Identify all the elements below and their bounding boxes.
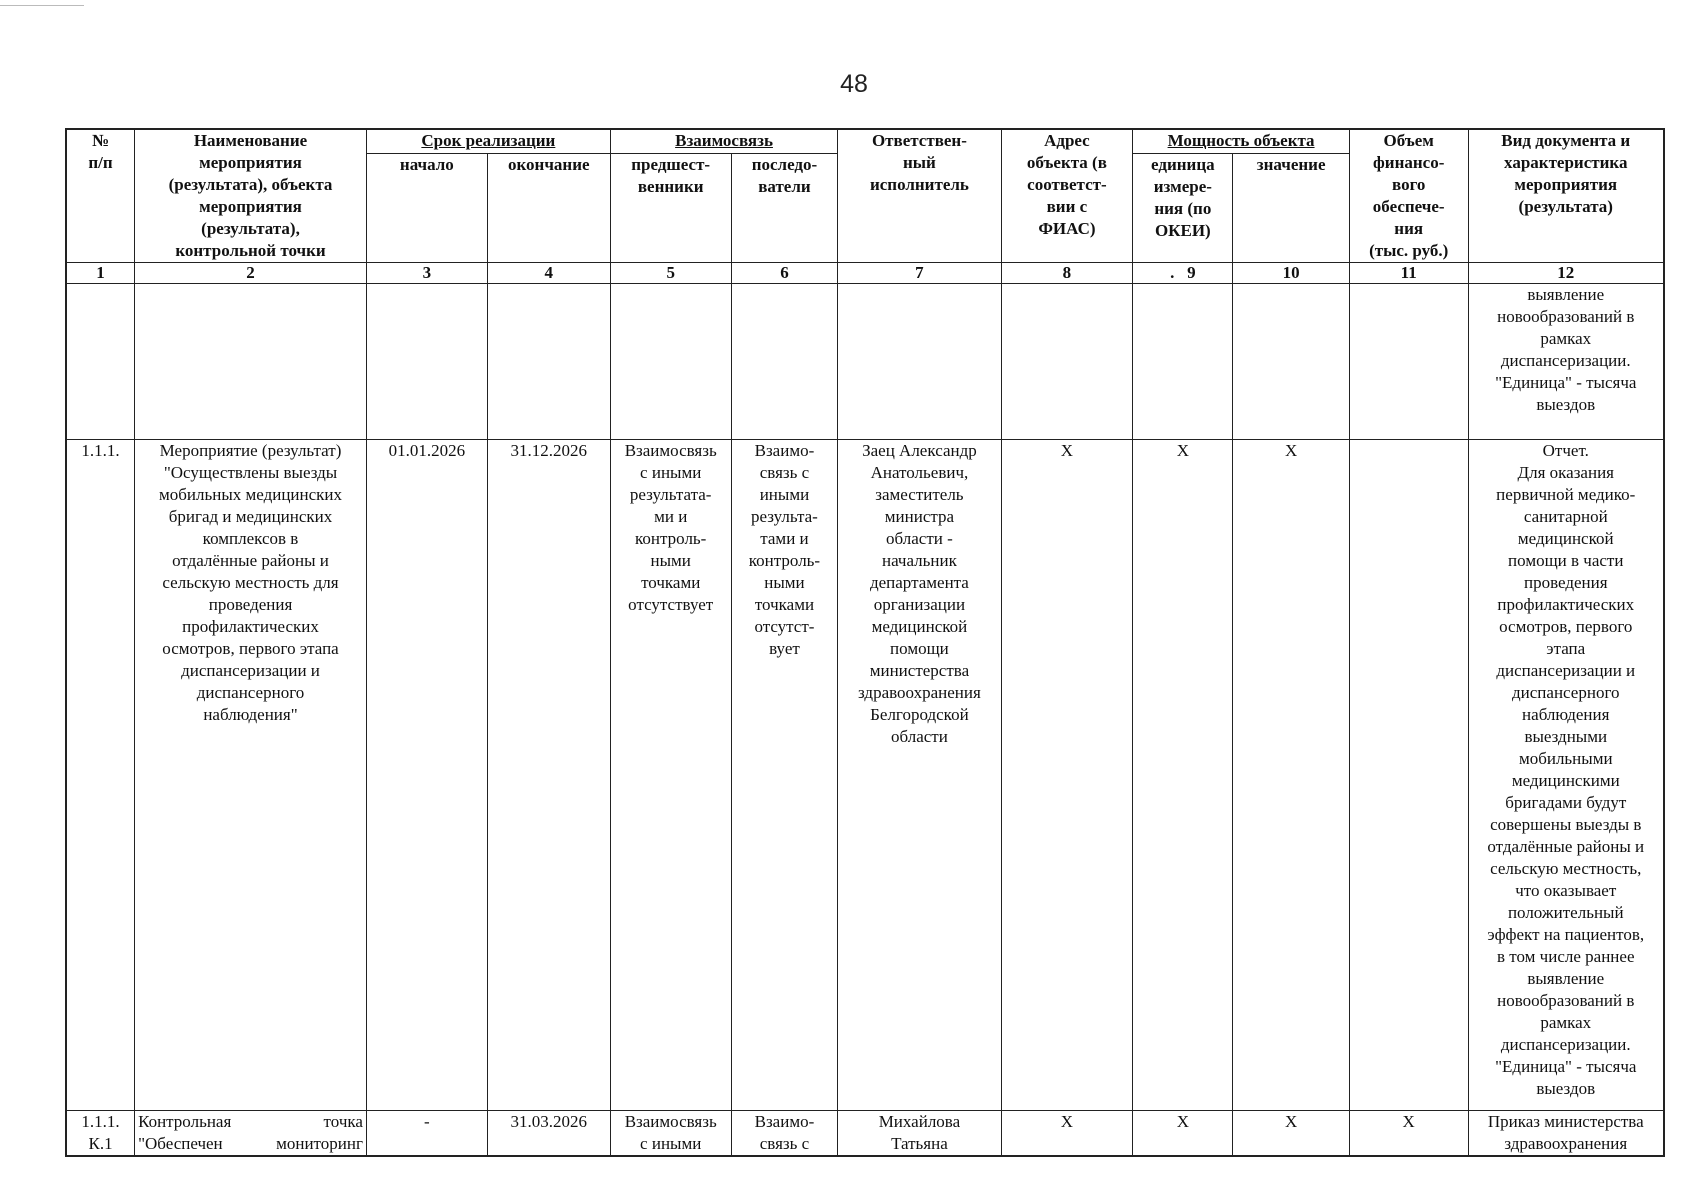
column-number: 6 — [731, 263, 838, 284]
cell-predecessors: Взаимосвязь с иными результата- ми и контроль- ными точками отсутствует — [610, 440, 731, 1111]
cell-document-characteristic: Приказ министерства здравоохранения — [1468, 1111, 1664, 1157]
cell-address: Х — [1001, 1111, 1133, 1157]
column-number: 2 — [135, 263, 367, 284]
scan-edge-line — [0, 5, 84, 6]
column-number: 4 — [487, 263, 610, 284]
cell-value: Х — [1233, 1111, 1349, 1157]
header-start: начало — [366, 154, 487, 263]
cell-predecessors: Взаимосвязь с иными — [610, 1111, 731, 1157]
header-predecessors: предшест- венники — [610, 154, 731, 263]
cell-unit: Х — [1133, 440, 1233, 1111]
control-point-name-line: Контрольная точка — [138, 1112, 363, 1131]
cell-successors: Взаимо- связь с — [731, 1111, 838, 1157]
header-group-term-label: Срок реализации — [421, 131, 556, 150]
column-number: . 9 — [1133, 263, 1233, 284]
table-cell — [731, 284, 838, 440]
column-number: 12 — [1468, 263, 1664, 284]
table-cell — [1001, 284, 1133, 440]
table-cell — [610, 284, 731, 440]
column-number: 5 — [610, 263, 731, 284]
header-group-capacity-label: Мощность объекта — [1167, 131, 1315, 150]
cell-number: 1.1.1. К.1 — [66, 1111, 135, 1157]
column-numbers-row — [66, 263, 1664, 284]
header-value: значение — [1233, 154, 1349, 263]
table-row-activity — [66, 440, 1664, 1111]
header-document-type: Вид документа и характеристика мероприятия (результата) — [1468, 129, 1664, 263]
header-unit: единица измере- ния (по ОКЕИ) — [1133, 154, 1233, 263]
cell-responsible: Заец Александр Анатольевич, заместитель министра области - начальник департамента организации медицинской помощи министерства здравоохранения Белгородской области — [838, 440, 1001, 1111]
cell-start-date: 01.01.2026 — [366, 440, 487, 1111]
cell-funding: Х — [1349, 1111, 1468, 1157]
header-responsible: Ответствен- ный исполнитель — [838, 129, 1001, 263]
table-row-control-point — [66, 1111, 1664, 1157]
cell-value: Х — [1233, 440, 1349, 1111]
cell-responsible: Михайлова Татьяна — [838, 1111, 1001, 1157]
table-cell — [366, 284, 487, 440]
column-number: 3 — [366, 263, 487, 284]
cell-number: 1.1.1. — [66, 440, 135, 1111]
control-point-name-line: "Обеспечен мониторинг — [138, 1134, 363, 1153]
plan-table — [65, 128, 1665, 1157]
cell-funding — [1349, 440, 1468, 1111]
cell-end-date: 31.12.2026 — [487, 440, 610, 1111]
cell-activity-name: Мероприятие (результат) "Осуществлены выезды мобильных медицинских бригад и медицинских комплексов в отдалённые районы и сельскую местность для проведения профилактических осмотров, первого этапа диспансеризации и диспансерного наблюдения" — [135, 440, 367, 1111]
cell-control-point-name — [135, 1111, 367, 1157]
table-cell — [1233, 284, 1349, 440]
column-number: 11 — [1349, 263, 1468, 284]
table-cell — [135, 284, 367, 440]
header-name: Наименование мероприятия (результата), объекта мероприятия (результата), контрольной точки — [135, 129, 367, 263]
cell-unit: Х — [1133, 1111, 1233, 1157]
column-number: 7 — [838, 263, 1001, 284]
table-cell — [66, 284, 135, 440]
column-number: 1 — [66, 263, 135, 284]
cell-document-characteristic: Отчет. Для оказания первичной медико- санитарной медицинской помощи в части проведения профилактических осмотров, первого этапа диспансеризации и диспансерного наблюдения выездными мобильными медицинскими бригадами будут совершены выезды в отдалённые районы и сельскую местность, что оказывает положительный эффект на пациентов, в том числе раннее выявление новообразований в рамках диспансеризации. "Единица" - тысяча выездов — [1468, 440, 1664, 1111]
header-group-term — [366, 129, 610, 154]
header-group-capacity — [1133, 129, 1350, 154]
column-number: 8 — [1001, 263, 1133, 284]
page-number: 48 — [840, 70, 868, 98]
header-group-links — [610, 129, 838, 154]
table-cell — [487, 284, 610, 440]
header-group-links-label: Взаимосвязь — [675, 131, 773, 150]
header-address: Адрес объекта (в соответст- вии с ФИАС) — [1001, 129, 1133, 263]
table-cell — [1133, 284, 1233, 440]
header-end: окончание — [487, 154, 610, 263]
cell-address: Х — [1001, 440, 1133, 1111]
cell-start-date: - — [366, 1111, 487, 1157]
table-cell — [1349, 284, 1468, 440]
column-number: 10 — [1233, 263, 1349, 284]
table-row-continuation — [66, 284, 1664, 440]
cell-successors: Взаимо- связь с иными результа- тами и контроль- ными точками отсутст- вует — [731, 440, 838, 1111]
header-number: № п/п — [66, 129, 135, 263]
header-funding: Объем финансо- вого обеспече- ния (тыс. руб.) — [1349, 129, 1468, 263]
cell-end-date: 31.03.2026 — [487, 1111, 610, 1157]
header-successors: последо- ватели — [731, 154, 838, 263]
cell-document-characteristic: выявление новообразований в рамках диспансеризации. "Единица" - тысяча выездов — [1468, 284, 1664, 440]
header-row — [66, 129, 1664, 154]
table-cell — [838, 284, 1001, 440]
